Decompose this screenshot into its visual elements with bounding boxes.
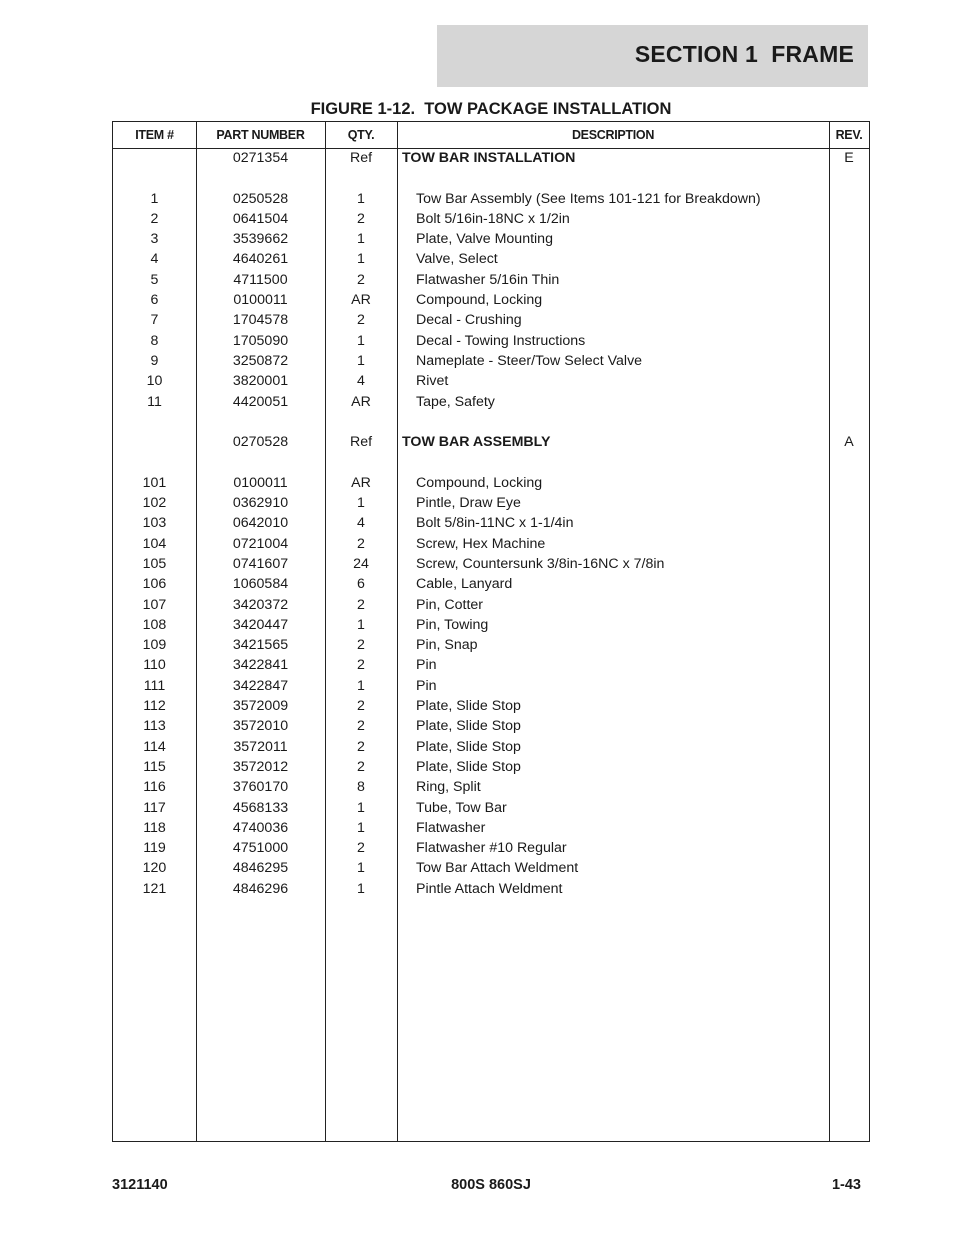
description-cell: Flatwasher 5/16in Thin: [416, 271, 560, 288]
section-title: SECTION 1 FRAME: [634, 41, 854, 67]
item-number-cell: 113: [143, 718, 166, 735]
column-header-qty: QTY.: [347, 128, 375, 142]
quantity-cell: 1: [357, 251, 365, 268]
part-number-cell: 3760170: [232, 779, 289, 796]
item-number-cell: 2: [150, 210, 159, 227]
table-row: [113, 371, 869, 391]
description-cell: Nameplate - Steer/Tow Select Valve: [416, 352, 643, 369]
description-cell: Cable, Lanyard: [416, 576, 513, 593]
description-cell: Tow Bar Assembly (See Items 101-121 for Breakdown): [416, 190, 761, 207]
description-cell: Plate, Slide Stop: [416, 758, 521, 775]
part-number-cell: 0721004: [232, 535, 289, 552]
revision-cell: E: [844, 150, 854, 166]
description-cell: Plate, Slide Stop: [416, 738, 521, 755]
item-number-cell: 112: [143, 698, 166, 715]
item-number-cell: 11: [147, 393, 162, 410]
quantity-cell: 2: [357, 718, 365, 735]
description-cell: Decal - Crushing: [416, 312, 522, 329]
item-number-cell: 1: [150, 190, 159, 207]
table-row: [113, 189, 869, 209]
item-number-cell: 110: [143, 657, 166, 674]
table-body: [113, 148, 869, 899]
table-row: [113, 737, 869, 757]
table-row: [113, 270, 869, 290]
table-row: [113, 513, 869, 533]
part-number-cell: 4751000: [232, 840, 289, 857]
footer-page-number: 1-43: [831, 1177, 861, 1193]
table-row: [113, 818, 869, 838]
quantity-cell: 1: [357, 677, 365, 694]
footer-model: 800S 860SJ: [451, 1177, 531, 1193]
table-row: [113, 655, 869, 675]
part-number-cell: 3422847: [232, 677, 289, 694]
item-number-cell: 121: [142, 880, 167, 897]
part-number-cell: 1705090: [232, 332, 289, 349]
description-cell: Bolt 5/16in-18NC x 1/2in: [416, 210, 570, 227]
part-number-cell: 3572012: [232, 758, 289, 775]
quantity-cell: 1: [357, 860, 365, 877]
item-number-cell: 10: [146, 373, 163, 390]
description-cell: Screw, Countersunk 3/8in-16NC x 7/8in: [416, 555, 665, 572]
part-number-cell: 3820001: [232, 373, 289, 390]
quantity-cell: 2: [357, 698, 365, 715]
item-number-cell: 4: [150, 251, 159, 268]
part-number-cell: 0642010: [232, 515, 289, 532]
table-row: [113, 249, 869, 269]
part-number-cell: 4640261: [232, 251, 289, 268]
table-row: [113, 858, 869, 878]
quantity-cell: Ref: [349, 434, 373, 451]
description-cell: Decal - Towing Instructions: [416, 332, 586, 349]
description-cell: Pin: [416, 657, 437, 674]
part-number-cell: 3572010: [232, 718, 289, 735]
description-cell: Tube, Tow Bar: [416, 799, 507, 816]
table-row: [113, 798, 869, 818]
item-number-cell: 119: [143, 840, 166, 857]
item-number-cell: 117: [143, 799, 166, 816]
table-row: [113, 310, 869, 330]
part-number-cell: 0271354: [232, 150, 289, 166]
quantity-cell: 1: [357, 190, 365, 207]
item-number-cell: 111: [143, 677, 166, 694]
item-number-cell: 3: [150, 231, 159, 248]
quantity-cell: 1: [357, 352, 365, 369]
revision-cell: A: [844, 434, 854, 451]
part-number-cell: 1704578: [232, 312, 289, 329]
table-row: [113, 209, 869, 229]
description-cell: Ring, Split: [416, 779, 481, 796]
description-cell: Pin: [416, 677, 437, 694]
part-number-cell: 3421565: [232, 637, 289, 654]
quantity-cell: 1: [357, 332, 365, 349]
item-number-cell: 103: [142, 515, 167, 532]
description-cell: Pin, Towing: [416, 616, 489, 633]
quantity-cell: 1: [357, 231, 365, 248]
part-number-cell: 3420372: [232, 596, 289, 613]
table-row: [113, 229, 869, 249]
quantity-cell: AR: [351, 292, 371, 309]
table-row: [113, 554, 869, 574]
item-number-cell: 115: [143, 758, 166, 775]
table-row: [113, 452, 869, 472]
quantity-cell: 2: [357, 758, 365, 775]
description-cell: Bolt 5/8in-11NC x 1-1/4in: [416, 515, 574, 532]
item-number-cell: 8: [150, 332, 159, 349]
item-number-cell: 101: [142, 474, 167, 491]
part-number-cell: 0250528: [232, 190, 289, 207]
part-number-cell: 4711500: [233, 271, 288, 288]
item-number-cell: 109: [142, 637, 167, 654]
description-cell: Tow Bar Attach Weldment: [416, 860, 579, 877]
table-row: [113, 412, 869, 432]
item-number-cell: 107: [142, 596, 167, 613]
quantity-cell: 1: [357, 616, 365, 633]
item-number-cell: 9: [150, 352, 159, 369]
quantity-cell: 1: [357, 495, 365, 512]
part-number-cell: 3539662: [232, 231, 289, 248]
part-number-cell: 0270528: [232, 434, 289, 451]
description-cell: Tape, Safety: [416, 393, 495, 410]
description-cell: Compound, Locking: [416, 292, 543, 309]
item-number-cell: 104: [142, 535, 167, 552]
item-number-cell: 116: [143, 779, 166, 796]
column-header-rev: REV.: [835, 128, 863, 142]
table-row: [113, 290, 869, 310]
table-row: [113, 716, 869, 736]
quantity-cell: 24: [353, 555, 369, 572]
description-cell: Pintle Attach Weldment: [416, 880, 563, 897]
description-cell: Flatwasher: [416, 819, 486, 836]
item-number-cell: 108: [142, 616, 167, 633]
quantity-cell: 8: [357, 779, 365, 796]
part-number-cell: 0741607: [232, 555, 289, 572]
description-cell: TOW BAR ASSEMBLY: [402, 434, 551, 451]
part-number-cell: 3422841: [232, 657, 289, 674]
part-number-cell: 3572009: [232, 698, 289, 715]
table-row: [113, 777, 869, 797]
quantity-cell: AR: [351, 393, 371, 410]
description-cell: Pin, Cotter: [416, 596, 484, 613]
part-number-cell: 0100011: [233, 292, 288, 309]
quantity-cell: Ref: [349, 150, 373, 166]
item-number-cell: 118: [143, 819, 166, 836]
table-row: [113, 574, 869, 594]
quantity-cell: 2: [357, 535, 365, 552]
column-header-description: DESCRIPTION: [571, 128, 655, 142]
description-cell: Compound, Locking: [416, 474, 543, 491]
description-cell: Plate, Valve Mounting: [416, 231, 553, 248]
quantity-cell: AR: [351, 474, 371, 491]
item-number-cell: 114: [143, 738, 166, 755]
quantity-cell: 2: [357, 596, 365, 613]
quantity-cell: 2: [357, 738, 365, 755]
quantity-cell: 2: [357, 657, 365, 674]
footer-document-number: 3121140: [112, 1177, 168, 1193]
part-number-cell: 1060584: [232, 576, 289, 593]
figure-title: FIGURE 1-12. TOW PACKAGE INSTALLATION: [310, 100, 672, 118]
part-number-cell: 3250872: [232, 352, 289, 369]
table-row: [113, 351, 869, 371]
part-number-cell: 4740036: [232, 819, 289, 836]
item-number-cell: 6: [150, 292, 159, 309]
quantity-cell: 2: [357, 271, 365, 288]
description-cell: Flatwasher #10 Regular: [416, 840, 567, 857]
section-header-band: [437, 25, 868, 87]
table-row: [113, 757, 869, 777]
quantity-cell: 4: [357, 515, 365, 532]
item-number-cell: 102: [142, 495, 167, 512]
table-row: [113, 534, 869, 554]
quantity-cell: 2: [357, 840, 365, 857]
item-number-cell: 105: [142, 555, 167, 572]
column-header-part-number: PART NUMBER: [216, 128, 305, 142]
description-cell: Pintle, Draw Eye: [416, 495, 521, 512]
table-row: [113, 432, 869, 452]
part-number-cell: 3420447: [232, 616, 289, 633]
table-row: [113, 331, 869, 351]
part-number-cell: 4846295: [232, 860, 289, 877]
table-row: [113, 595, 869, 615]
table-row: [113, 615, 869, 635]
item-number-cell: 120: [142, 860, 167, 877]
parts-table: [112, 121, 870, 1142]
table-row: [113, 838, 869, 858]
part-number-cell: 4420051: [232, 393, 289, 410]
part-number-cell: 0641504: [232, 210, 289, 227]
quantity-cell: 2: [357, 637, 365, 654]
table-row: [113, 168, 869, 188]
quantity-cell: 4: [357, 373, 365, 390]
table-row: [113, 696, 869, 716]
part-number-cell: 4568133: [232, 799, 289, 816]
quantity-cell: 1: [357, 799, 365, 816]
description-cell: TOW BAR INSTALLATION: [402, 150, 576, 166]
item-number-cell: 5: [150, 271, 159, 288]
description-cell: Valve, Select: [416, 251, 498, 268]
table-row: [113, 879, 869, 899]
description-cell: Pin, Snap: [416, 637, 478, 654]
part-number-cell: 3572011: [233, 738, 288, 755]
quantity-cell: 1: [357, 819, 365, 836]
part-number-cell: 4846296: [232, 880, 289, 897]
table-row: [113, 635, 869, 655]
table-row: [113, 392, 869, 412]
quantity-cell: 2: [357, 210, 365, 227]
description-cell: Plate, Slide Stop: [416, 718, 521, 735]
quantity-cell: 1: [357, 880, 365, 897]
quantity-cell: 6: [357, 576, 365, 593]
item-number-cell: 7: [150, 312, 159, 329]
item-number-cell: 106: [142, 576, 167, 593]
table-row: [113, 493, 869, 513]
column-header-item: ITEM #: [135, 128, 174, 142]
description-cell: Rivet: [416, 373, 449, 390]
table-row: [113, 148, 869, 168]
description-cell: Plate, Slide Stop: [416, 698, 521, 715]
part-number-cell: 0100011: [233, 474, 288, 491]
description-cell: Screw, Hex Machine: [416, 535, 546, 552]
table-row: [113, 676, 869, 696]
quantity-cell: 2: [357, 312, 365, 329]
part-number-cell: 0362910: [232, 495, 289, 512]
table-row: [113, 473, 869, 493]
